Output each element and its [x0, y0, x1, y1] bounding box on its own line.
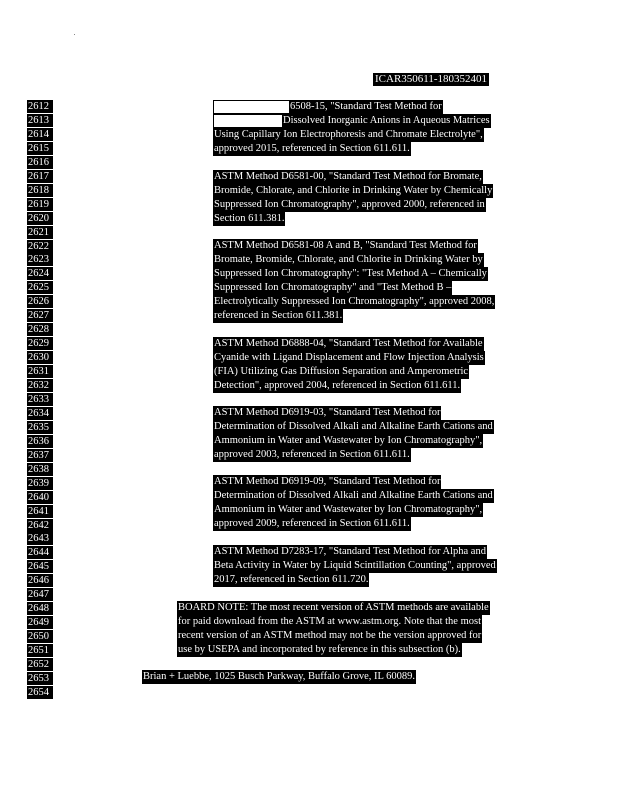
- entry-line: ASTM Method D6888-04, "Standard Test Method for Available: [214, 338, 483, 349]
- line-number: 2654: [27, 686, 53, 699]
- line-number: 2647: [27, 588, 53, 601]
- line-number: 2616: [27, 156, 53, 169]
- board-note-line: for paid download from the ASTM at www.astm.org. Note that the most: [178, 616, 481, 627]
- entry-line: Beta Activity in Water by Liquid Scintillation Counting", approved: [214, 560, 496, 571]
- line-number: 2652: [27, 658, 53, 671]
- entry-line: Suppressed Ion Chromatography": "Test Method A – Chemically: [214, 268, 487, 279]
- citation-entry: [213, 545, 497, 587]
- line-number: 2653: [27, 672, 53, 685]
- line-number: 2629: [27, 337, 53, 350]
- entry-line: Ammonium in Water and Wastewater by Ion Chromatography",: [214, 435, 483, 446]
- address-line: [142, 670, 416, 684]
- entry-line: Detection", approved 2004, referenced in Section 611.611.: [214, 380, 461, 391]
- line-number: 2646: [27, 574, 53, 587]
- citation-entry: [213, 406, 494, 462]
- entry-line: ASTM Method D6919-03, "Standard Test Method for: [214, 407, 441, 418]
- line-number: 2619: [27, 198, 53, 211]
- line-number: 2614: [27, 128, 53, 141]
- entry-line: ASTM Method D7283-17, "Standard Test Method for Alpha and: [214, 546, 486, 557]
- entry-line: ASTM Method D6581-00, "Standard Test Method for Bromate,: [214, 171, 482, 182]
- citation-entry: [213, 170, 493, 226]
- entry-line: Bromide, Chlorate, and Chlorite in Drinking Water by Chemically: [214, 185, 493, 196]
- line-number: 2624: [27, 267, 53, 280]
- line-number: 2638: [27, 463, 53, 476]
- line-number: 2620: [27, 212, 53, 225]
- entry-line: Determination of Dissolved Alkali and Alkaline Earth Cations and: [214, 421, 493, 432]
- line-number: 2621: [27, 226, 53, 239]
- board-note: [177, 601, 490, 657]
- line-number: 2648: [27, 602, 53, 615]
- line-number: 2613: [27, 114, 53, 127]
- line-number: 2612: [27, 100, 53, 113]
- board-note-line: BOARD NOTE: The most recent version of ASTM methods are available: [178, 602, 489, 613]
- line-number: 2641: [27, 505, 53, 518]
- entry-line: [213, 100, 443, 114]
- line-number: 2623: [27, 253, 53, 266]
- citation-entry: [213, 337, 485, 393]
- entry-line: referenced in Section 611.381.: [214, 310, 343, 321]
- line-number: 2632: [27, 379, 53, 392]
- line-number: 2651: [27, 644, 53, 657]
- line-number: 2650: [27, 630, 53, 643]
- entry-line: approved 2003, referenced in Section 611.611.: [214, 449, 410, 460]
- line-number: 2617: [27, 170, 53, 183]
- board-note-line: use by USEPA and incorporated by reference in this subsection (b).: [178, 644, 461, 655]
- line-number: 2635: [27, 421, 53, 434]
- line-number: 2631: [27, 365, 53, 378]
- redaction-box: [214, 101, 289, 113]
- entry-line: approved 2009, referenced in Section 611.611.: [214, 518, 410, 529]
- address-text: Brian + Luebbe, 1025 Busch Parkway, Buffalo Grove, IL 60089.: [143, 671, 416, 682]
- citation-entry: [213, 475, 494, 531]
- entry-line: Using Capillary Ion Electrophoresis and Chromate Electrolyte",: [214, 129, 483, 140]
- line-number: 2625: [27, 281, 53, 294]
- entry-line: approved 2015, referenced in Section 611.611.: [214, 143, 410, 154]
- scan-speck: [74, 34, 75, 35]
- line-number: 2649: [27, 616, 53, 629]
- board-note-line: recent version of an ASTM method may not be the version approved for: [178, 630, 482, 641]
- citation-entry: [213, 100, 491, 156]
- redaction-box: [214, 115, 282, 127]
- line-number: 2622: [27, 240, 53, 253]
- entry-line: 2017, referenced in Section 611.720.: [214, 574, 369, 585]
- line-number: 2644: [27, 546, 53, 559]
- entry-line: Cyanide with Ligand Displacement and Flow Injection Analysis: [214, 352, 484, 363]
- line-number: 2636: [27, 435, 53, 448]
- line-number: 2639: [27, 477, 53, 490]
- entry-line: Electrolytically Suppressed Ion Chromatography", approved 2008,: [214, 296, 495, 307]
- entry-line: Ammonium in Water and Wastewater by Ion Chromatography",: [214, 504, 483, 515]
- entry-text: Dissolved Inorganic Anions in Aqueous Matrices: [283, 115, 490, 126]
- line-number: 2627: [27, 309, 53, 322]
- line-number: 2643: [27, 532, 53, 545]
- line-number: 2634: [27, 407, 53, 420]
- line-number: 2626: [27, 295, 53, 308]
- entry-line: Determination of Dissolved Alkali and Alkaline Earth Cations and: [214, 490, 493, 501]
- line-number: 2630: [27, 351, 53, 364]
- line-number: 2645: [27, 560, 53, 573]
- entry-line: Section 611.381.: [214, 213, 285, 224]
- line-number: 2615: [27, 142, 53, 155]
- entry-line: ASTM Method D6919-09, "Standard Test Method for: [214, 476, 441, 487]
- citation-entry: [213, 239, 495, 323]
- line-number: 2633: [27, 393, 53, 406]
- entry-line: Suppressed Ion Chromatography", approved 2000, referenced in: [214, 199, 485, 210]
- document-id-header: ICAR350611-180352401: [375, 73, 488, 85]
- entry-line: (FIA) Utilizing Gas Diffusion Separation and Amperometric: [214, 366, 469, 377]
- entry-line: ASTM Method D6581-08 A and B, "Standard Test Method for: [214, 240, 477, 251]
- line-number: 2640: [27, 491, 53, 504]
- entry-line: Bromate, Bromide, Chlorate, and Chlorite in Drinking Water by: [214, 254, 483, 265]
- entry-text: 6508-15, "Standard Test Method for: [290, 101, 442, 112]
- line-number: 2618: [27, 184, 53, 197]
- line-number: 2628: [27, 323, 53, 336]
- entry-line: Suppressed Ion Chromatography" and "Test Method B –: [214, 282, 452, 293]
- line-number: 2642: [27, 519, 53, 532]
- line-number: 2637: [27, 449, 53, 462]
- entry-line: [213, 114, 491, 128]
